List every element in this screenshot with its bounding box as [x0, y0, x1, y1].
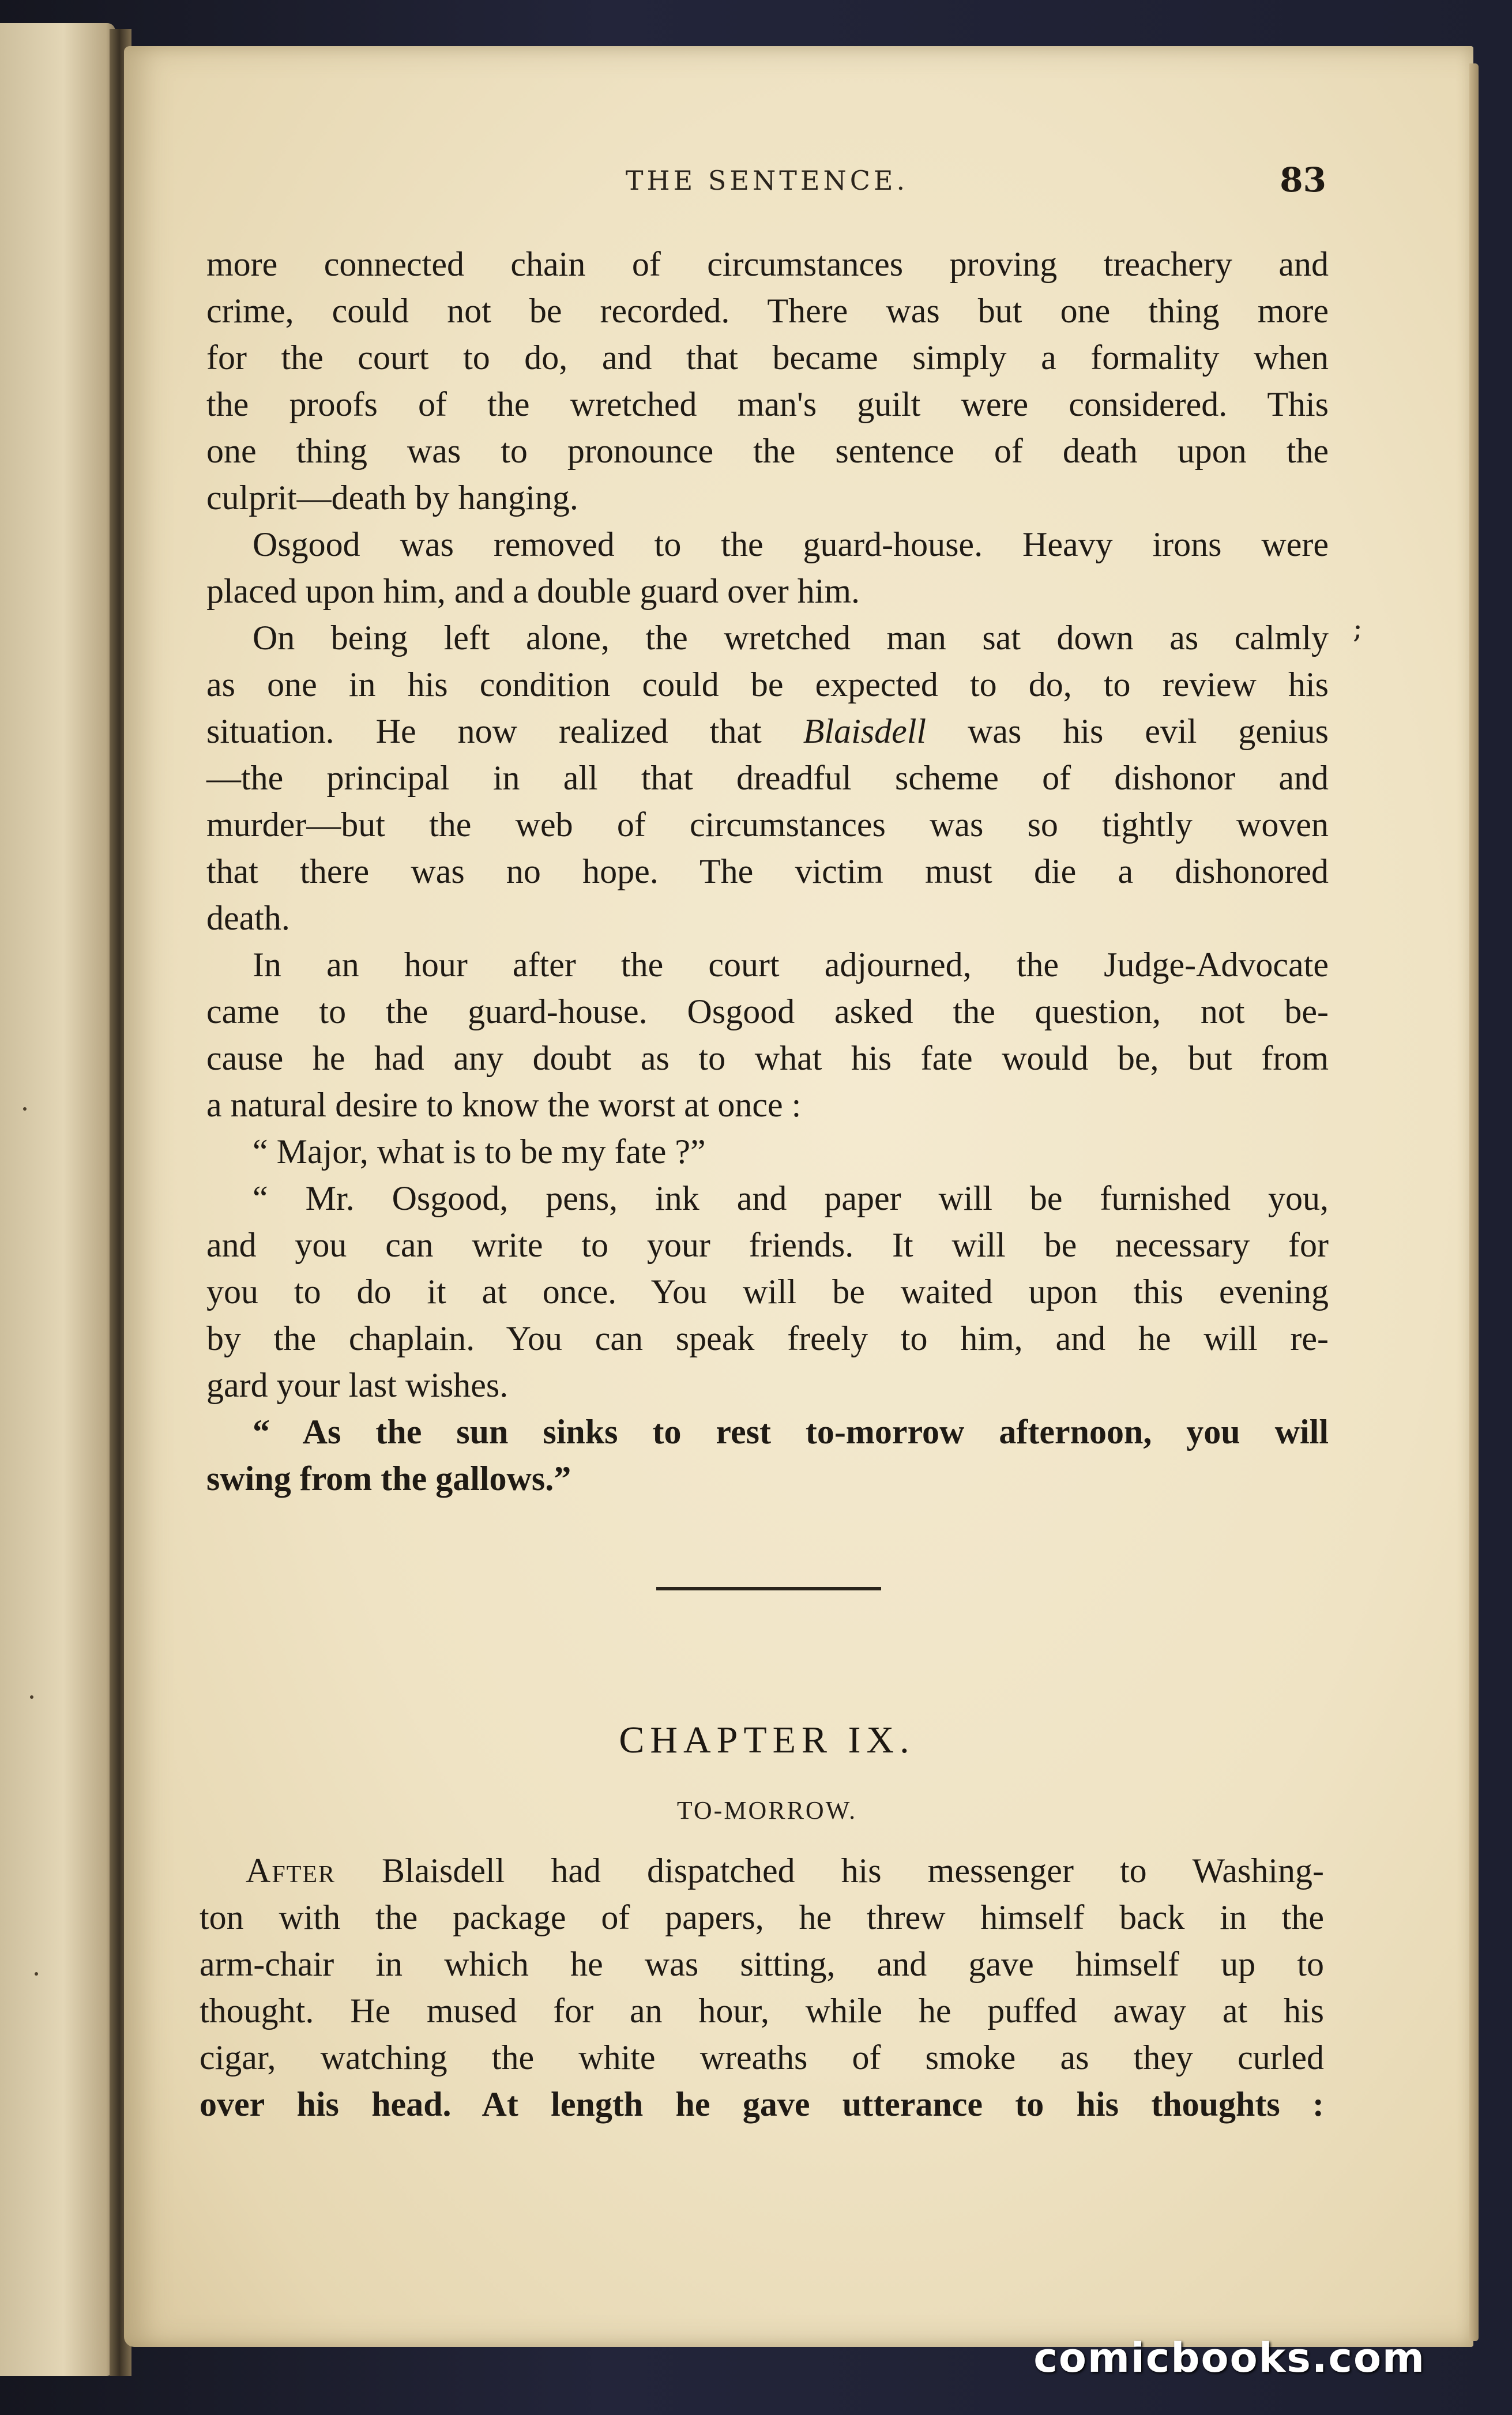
text-line: cigar, watching the white wreaths of smoke as they curled: [200, 2038, 1324, 2077]
text-line: death.: [206, 899, 290, 937]
page-edge: [1469, 63, 1479, 2341]
chapter-text: [200, 1848, 1324, 2128]
running-title: THE SENTENCE.: [625, 165, 909, 196]
text-line: [200, 1848, 1324, 1894]
paragraph: [206, 615, 1329, 942]
running-header: [208, 160, 1326, 201]
text-line: gard your last wishes.: [206, 1366, 509, 1404]
text-line: “ As the sun sinks to rest to-morrow afternoon, you will: [253, 1413, 1329, 1451]
text-line: In an hour after the court adjourned, the Judge-Advocate: [253, 946, 1329, 984]
text-line: thought. He mused for an hour, while he puffed away at his: [200, 1992, 1324, 2030]
text-line: culprit—death by hanging.: [206, 479, 578, 517]
text-line: On being left alone, the wretched man sat down as calmly: [253, 619, 1329, 657]
text-line: Osgood was removed to the guard-house. Heavy irons were: [253, 525, 1329, 563]
previous-page-edge: [0, 23, 115, 2376]
paragraph: [206, 241, 1329, 521]
text-line: and you can write to your friends. It will be necessary for: [206, 1226, 1329, 1264]
text-line: [206, 708, 1329, 755]
section-divider: [656, 1587, 881, 1590]
ink-speck: [30, 1695, 33, 1699]
site-watermark: comicbooks.com: [1033, 2334, 1426, 2382]
text-line: came to the guard-house. Osgood asked the question, not be-: [206, 992, 1329, 1030]
text-line: arm-chair in which he was sitting, and gave himself up to: [200, 1945, 1324, 1983]
text-line: cause he had any doubt as to what his fate would be, but from: [206, 1039, 1329, 1077]
text-fragment: situation. He now realized that: [206, 712, 762, 750]
text-line: that there was no hope. The victim must die a dishonored: [206, 852, 1329, 890]
text-line: crime, could not be recorded. There was but one thing more: [206, 292, 1329, 330]
text-line: a natural desire to know the worst at once :: [206, 1086, 802, 1124]
text-line: more connected chain of circumstances proving treachery and: [206, 245, 1329, 283]
text-fragment: was his evil genius: [968, 712, 1329, 750]
ink-speck: [23, 1107, 27, 1111]
opening-word: After: [246, 1852, 336, 1890]
paragraph: [206, 942, 1329, 1128]
margin-mark: ;: [1353, 611, 1363, 645]
text-line: you to do it at once. You will be waited upon this evening: [206, 1273, 1329, 1311]
text-line: one thing was to pronounce the sentence of death upon the: [206, 432, 1329, 470]
chapter-heading: CHAPTER IX.: [619, 1719, 915, 1761]
text-line: the proofs of the wretched man's guilt were considered. This: [206, 385, 1329, 423]
paragraph: [206, 1128, 1329, 1175]
text-line: as one in his condition could be expected to do, to review his: [206, 665, 1329, 704]
text-line: “ Major, what is to be my fate ?”: [253, 1133, 706, 1171]
text-line: —the principal in all that dreadful scheme of dishonor and: [206, 759, 1329, 797]
text-line: by the chaplain. You can speak freely to him, and he will re-: [206, 1319, 1329, 1357]
text-line: ton with the package of papers, he threw himself back in the: [200, 1898, 1324, 1936]
chapter-subtitle: TO-MORROW.: [676, 1796, 857, 1825]
paragraph: [206, 1409, 1329, 1502]
text-line: murder—but the web of circumstances was so tightly woven: [206, 806, 1329, 844]
text-line: placed upon him, and a double guard over him.: [206, 572, 860, 610]
body-text: [206, 241, 1329, 1502]
text-line: swing from the gallows.”: [206, 1459, 571, 1498]
page-number: 83: [1280, 160, 1326, 200]
ink-speck: [35, 1972, 38, 1976]
italic-name: Blaisdell: [803, 712, 927, 750]
text-line: over his head. At length he gave utterance to his thoughts :: [200, 2085, 1324, 2123]
text-line: for the court to do, and that became simply a formality when: [206, 338, 1329, 377]
text-fragment: Blaisdell had dispatched his messenger to Washing-: [382, 1852, 1325, 1890]
paragraph: [206, 1175, 1329, 1409]
text-line: “ Mr. Osgood, pens, ink and paper will be furnished you,: [253, 1179, 1329, 1217]
paragraph: [206, 521, 1329, 615]
